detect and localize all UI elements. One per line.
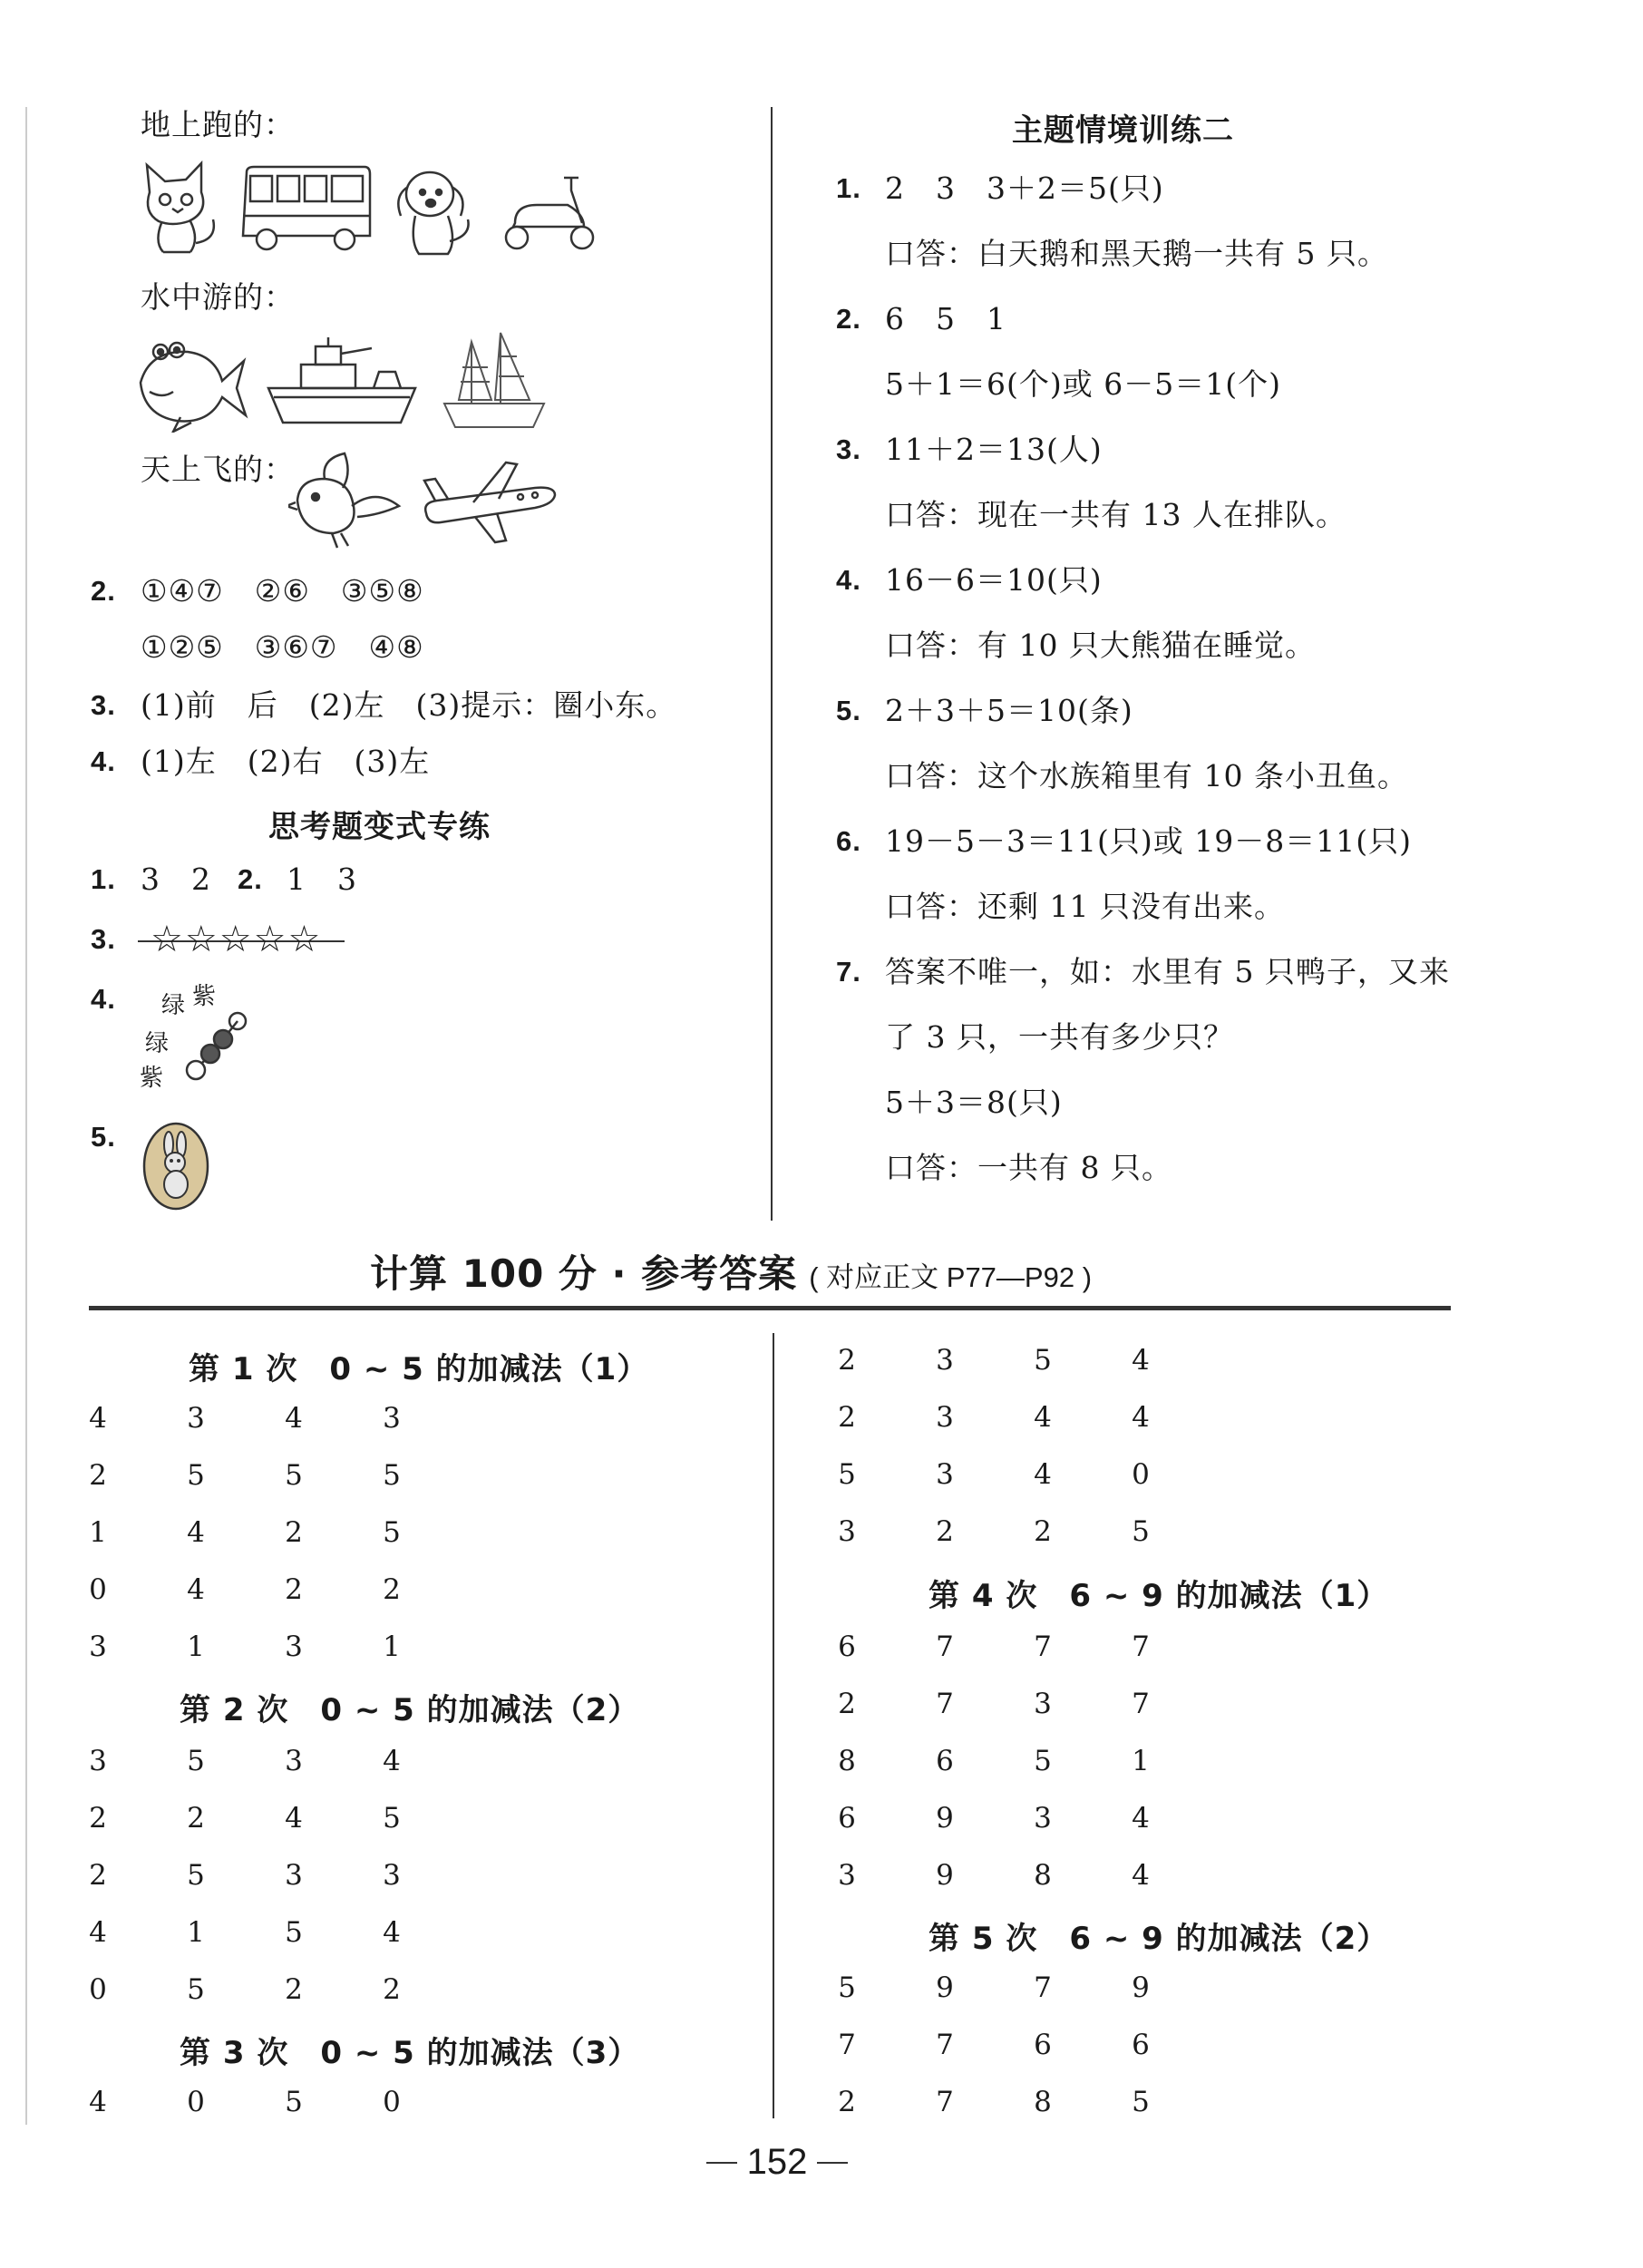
- ship-icon: [265, 337, 419, 432]
- answer-cell: 0: [89, 1973, 107, 2006]
- answer-cell: 3: [285, 1859, 303, 1892]
- answer-cell: 9: [936, 1802, 954, 1835]
- theme-title: 主题情境训练二: [1012, 112, 1234, 149]
- answer-cell: 1: [187, 1630, 205, 1663]
- answer-cell: 4: [383, 1745, 401, 1777]
- answer-cell: 5: [838, 1971, 856, 2004]
- answer-cell: 4: [1132, 1859, 1150, 1892]
- theme-item-line: 口答：有 10 只大熊猫在睡觉。: [885, 628, 1316, 663]
- theme-item-line: 答案不唯一，如：水里有 5 只鸭子，又来: [885, 954, 1450, 989]
- q2-number: 2.: [91, 575, 116, 607]
- bead-label: 紫: [192, 983, 217, 1010]
- theme-item-number: 2.: [836, 303, 861, 335]
- answer-cell: 3: [936, 1458, 954, 1491]
- answer-cell: 0: [383, 2086, 401, 2118]
- answer-cell: 6: [1132, 2029, 1150, 2061]
- answer-cell: 2: [838, 1401, 856, 1434]
- q3-number: 3.: [91, 689, 116, 721]
- answer-cell: 5: [187, 1859, 205, 1892]
- bird-icon: [288, 452, 406, 555]
- theme-item-line: 5＋1＝6(个)或 6－5＝1(个): [885, 366, 1281, 402]
- answer-cell: 5: [285, 2086, 303, 2118]
- page-number-dash: [706, 2162, 737, 2164]
- answer-cell: 7: [1034, 1971, 1052, 2004]
- banner-subtitle: ( 对应正文 P77—P92 ): [809, 1261, 1093, 1293]
- star-row: [138, 912, 346, 967]
- answer-cell: 3: [838, 1859, 856, 1892]
- section-title: 第 3 次 0 ~ 5 的加减法（3）: [180, 2035, 640, 2071]
- answer-cell: 1: [383, 1630, 401, 1663]
- top-column-divider: [771, 107, 773, 1221]
- answer-cell: 5: [383, 1802, 401, 1835]
- answer-cell: 3: [187, 1402, 205, 1435]
- answer-cell: 5: [1132, 1515, 1150, 1548]
- answer-cell: 4: [285, 1402, 303, 1435]
- answer-cell: 3: [1034, 1802, 1052, 1835]
- answer-cell: 3: [89, 1630, 107, 1663]
- theme-item-number: 1.: [836, 172, 861, 204]
- theme-item-line: 19－5－3＝11(只)或 19－8＝11(只): [885, 823, 1412, 859]
- answer-cell: 3: [383, 1402, 401, 1435]
- answer-cell: 5: [285, 1459, 303, 1492]
- thinking-q2-number: 2.: [238, 863, 263, 895]
- answer-cell: 4: [1034, 1401, 1052, 1434]
- answer-cell: 2: [285, 1516, 303, 1549]
- theme-item-line: 2 3 3＋2＝5(只): [885, 170, 1164, 206]
- answer-cell: 2: [383, 1573, 401, 1606]
- answer-cell: 3: [936, 1401, 954, 1434]
- answer-cell: 9: [1132, 1971, 1150, 2004]
- answer-cell: 7: [936, 1688, 954, 1720]
- thinking-q5-number: 5.: [91, 1121, 116, 1153]
- theme-item-number: 5.: [836, 695, 861, 726]
- answer-cell: 1: [89, 1516, 107, 1549]
- banner-title: 计算 100 分 · 参考答案: [370, 1251, 798, 1296]
- theme-item-line: 口答：白天鹅和黑天鹅一共有 5 只。: [885, 236, 1388, 271]
- q4-text: (1)左 (2)右 (3)左: [141, 744, 431, 779]
- theme-item-number: 7.: [836, 956, 861, 988]
- answer-cell: 4: [187, 1516, 205, 1549]
- answer-cell: 5: [1132, 2086, 1150, 2118]
- answer-cell: 7: [1132, 1688, 1150, 1720]
- calc-column-divider: [773, 1333, 774, 2118]
- answer-cell: 0: [1132, 1458, 1150, 1491]
- answer-cell: 7: [936, 1630, 954, 1663]
- answer-cell: 3: [89, 1745, 107, 1777]
- thinking-q1-text: 3 2: [141, 861, 211, 897]
- theme-item-number: 4.: [836, 564, 861, 596]
- section-title: 第 4 次 6 ~ 9 的加减法（1）: [928, 1578, 1389, 1614]
- water-label: 水中游的：: [141, 279, 295, 315]
- theme-item-line: 口答：一共有 8 只。: [885, 1150, 1172, 1185]
- theme-item-line: 口答：还剩 11 只没有出来。: [885, 889, 1285, 924]
- answer-banner: [370, 1244, 1092, 1299]
- answer-cell: 2: [89, 1802, 107, 1835]
- section-title: 第 5 次 6 ~ 9 的加减法（2）: [928, 1921, 1389, 1957]
- answer-cell: 2: [285, 1573, 303, 1606]
- answer-cell: 7: [838, 2029, 856, 2061]
- answer-cell: 2: [89, 1859, 107, 1892]
- cat-icon: [136, 156, 222, 259]
- page-number: [700, 2142, 854, 2183]
- answer-cell: 4: [187, 1573, 205, 1606]
- answer-cell: 2: [838, 1344, 856, 1377]
- dog-icon: [388, 160, 479, 263]
- theme-item-line: 了 3 只，一共有多少只？: [885, 1019, 1234, 1055]
- thinking-q2-text: 1 3: [287, 861, 357, 897]
- scooter-icon: [497, 172, 601, 258]
- answer-cell: 5: [1034, 1745, 1052, 1777]
- answer-cell: 4: [383, 1916, 401, 1949]
- answer-cell: 0: [187, 2086, 205, 2118]
- answer-cell: 4: [1034, 1458, 1052, 1491]
- page-number-dash: [817, 2162, 848, 2164]
- answer-cell: 4: [1132, 1344, 1150, 1377]
- theme-item-number: 6.: [836, 825, 861, 857]
- bus-icon: [238, 163, 374, 258]
- answer-cell: 3: [383, 1859, 401, 1892]
- answer-cell: 5: [383, 1459, 401, 1492]
- answer-cell: 6: [838, 1630, 856, 1663]
- answer-cell: 8: [1034, 2086, 1052, 2118]
- answer-cell: 7: [936, 2086, 954, 2118]
- answer-cell: 5: [838, 1458, 856, 1491]
- answer-cell: 7: [1034, 1630, 1052, 1663]
- answer-cell: 5: [187, 1459, 205, 1492]
- bead-string: [136, 978, 254, 1095]
- theme-item-line: 口答：这个水族箱里有 10 条小丑鱼。: [885, 758, 1408, 793]
- answer-cell: 1: [187, 1916, 205, 1949]
- section-title: 第 2 次 0 ~ 5 的加减法（2）: [180, 1692, 640, 1728]
- q4-number: 4.: [91, 745, 116, 777]
- theme-item-line: 16－6＝10(只): [885, 562, 1103, 598]
- answer-cell: 8: [838, 1745, 856, 1777]
- bead-label: 紫: [140, 1065, 164, 1092]
- answer-cell: 2: [1034, 1515, 1052, 1548]
- answer-cell: 9: [936, 1971, 954, 2004]
- answer-cell: 4: [1132, 1401, 1150, 1434]
- answer-cell: 4: [1132, 1802, 1150, 1835]
- theme-item-line: 2＋3＋5＝10(条): [885, 693, 1133, 728]
- section-title: 第 1 次 0 ~ 5 的加减法（1）: [189, 1351, 649, 1387]
- theme-item-line: 6 5 1: [885, 301, 1006, 336]
- page-number-text: 152: [746, 2142, 808, 2182]
- sky-label: 天上飞的：: [141, 452, 295, 487]
- answer-cell: 3: [838, 1515, 856, 1548]
- rabbit-icon: [141, 1121, 210, 1215]
- airplane-icon: [419, 459, 559, 549]
- answer-cell: 7: [936, 2029, 954, 2061]
- answer-cell: 2: [89, 1459, 107, 1492]
- thinking-q3-number: 3.: [91, 923, 116, 955]
- answer-cell: 7: [1132, 1630, 1150, 1663]
- left-margin-line: [25, 107, 27, 2125]
- thinking-title: 思考题变式专练: [268, 809, 491, 845]
- answer-cell: 2: [838, 1688, 856, 1720]
- thinking-q1-number: 1.: [91, 863, 116, 895]
- answer-cell: 3: [936, 1344, 954, 1377]
- answer-cell: 1: [1132, 1745, 1150, 1777]
- answer-cell: 5: [285, 1916, 303, 1949]
- answer-cell: 2: [187, 1802, 205, 1835]
- q3-text: (1)前 后 (2)左 (3)提示：圈小东。: [141, 687, 677, 723]
- theme-item-line: 口答：现在一共有 13 人在排队。: [885, 497, 1346, 532]
- sailboat-icon: [435, 331, 553, 436]
- theme-item-number: 3.: [836, 433, 861, 465]
- answer-cell: 6: [838, 1802, 856, 1835]
- answer-cell: 2: [936, 1515, 954, 1548]
- theme-item-line: 5＋3＝8(只): [885, 1085, 1063, 1120]
- answer-cell: 3: [285, 1745, 303, 1777]
- answer-cell: 5: [1034, 1344, 1052, 1377]
- answer-cell: 0: [89, 1573, 107, 1606]
- land-label: 地上跑的：: [141, 107, 295, 142]
- answer-cell: 2: [285, 1973, 303, 2006]
- answer-cell: 3: [285, 1630, 303, 1663]
- answer-cell: 2: [383, 1973, 401, 2006]
- answer-cell: 4: [89, 1916, 107, 1949]
- stars: ☆☆☆☆☆: [151, 919, 323, 960]
- answer-cell: 5: [383, 1516, 401, 1549]
- banner-rule: [89, 1306, 1451, 1310]
- thinking-q4-number: 4.: [91, 983, 116, 1015]
- answer-cell: 4: [285, 1802, 303, 1835]
- q2-line1: ①④⑦ ②⑥ ③⑤⑧: [141, 573, 424, 608]
- theme-item-line: 11＋2＝13(人): [885, 432, 1103, 467]
- answer-cell: 9: [936, 1859, 954, 1892]
- answer-cell: 6: [936, 1745, 954, 1777]
- answer-cell: 5: [187, 1973, 205, 2006]
- answer-cell: 4: [89, 1402, 107, 1435]
- answer-cell: 4: [89, 2086, 107, 2118]
- answer-cell: 6: [1034, 2029, 1052, 2061]
- answer-cell: 5: [187, 1745, 205, 1777]
- answer-cell: 3: [1034, 1688, 1052, 1720]
- q2-line2: ①②⑤ ③⑥⑦ ④⑧: [141, 629, 424, 665]
- answer-cell: 8: [1034, 1859, 1052, 1892]
- answer-cell: 2: [838, 2086, 856, 2118]
- bead-label: 绿: [145, 1030, 170, 1057]
- bead-label: 绿: [161, 992, 186, 1019]
- fish-icon: [131, 337, 249, 436]
